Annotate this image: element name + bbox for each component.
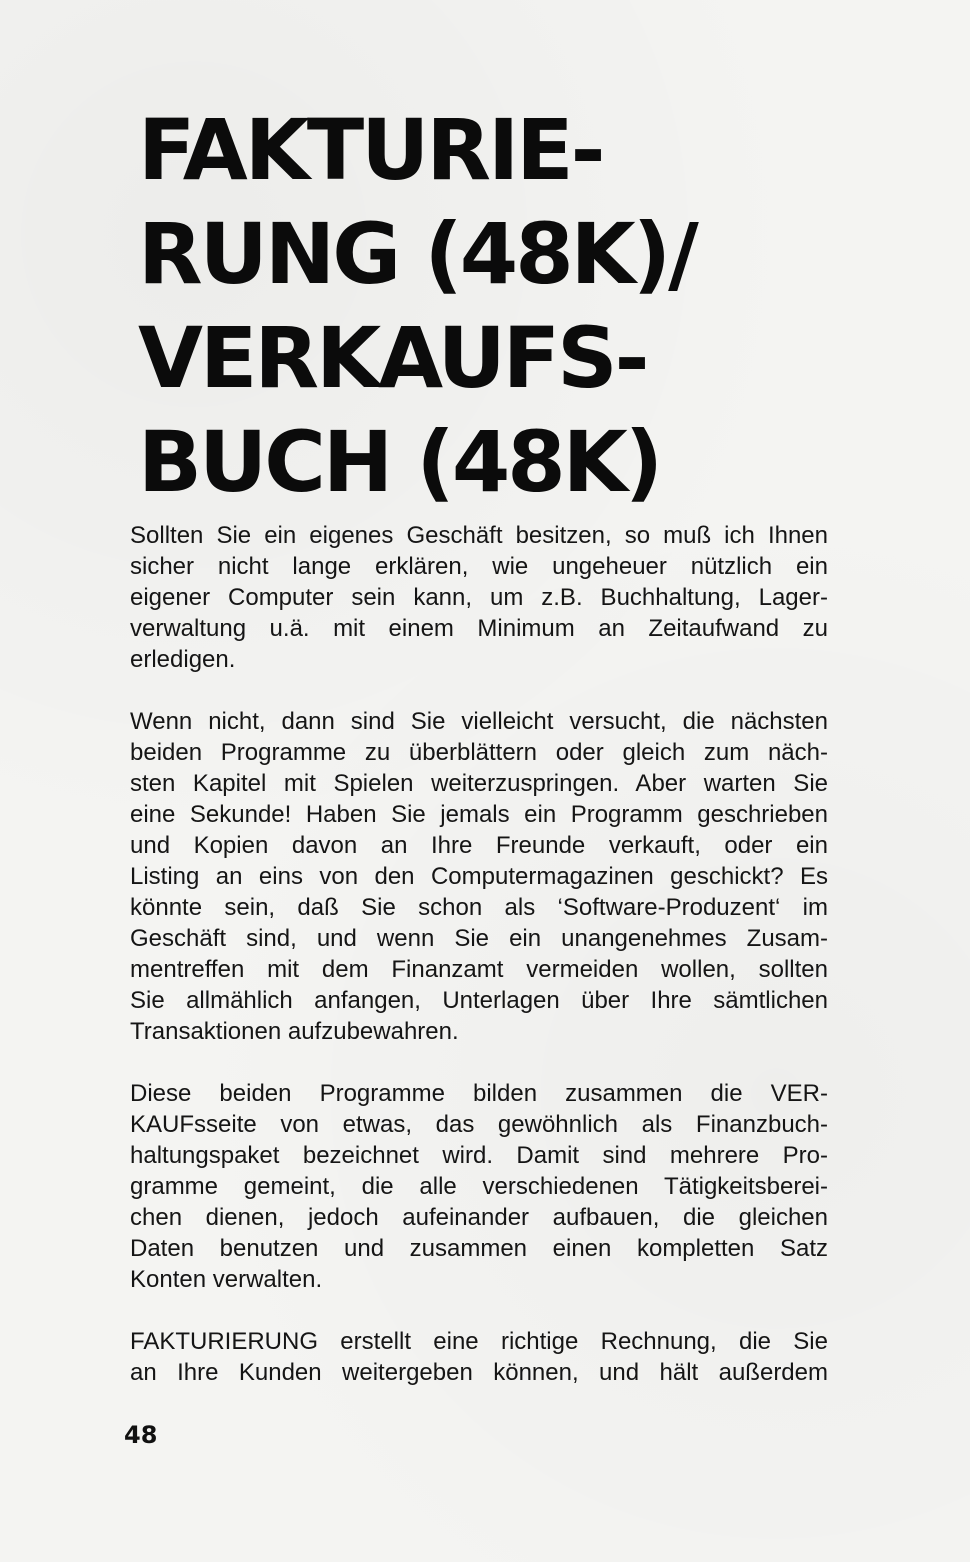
paragraph-fakturierung [130,1326,828,1388]
text-line: sicher nicht lange erklären, wie ungeheuer nützlich ein [130,553,828,580]
text-line: sten Kapitel mit Spielen weiterzuspringen. Aber warten Sie [130,770,828,797]
paragraph-package [130,1078,828,1295]
chapter-title-line: FAKTURIE- [138,101,603,199]
chapter-title-line: RUNG (48K)/ [138,205,696,303]
text-line: Sollten Sie ein eigenes Geschäft besitzen, so muß ich Ihnen [130,522,828,549]
text-line: chen dienen, jedoch aufeinander aufbauen, die gleichen [130,1204,828,1231]
text-line: beiden Programme zu überblättern oder gleich zum näch- [130,739,828,766]
text-line: verwaltung u.ä. mit einem Minimum an Zeitaufwand zu [130,615,828,642]
text-line: Listing an eins von den Computermagazinen geschickt? Es [130,863,828,890]
text-line: Sie allmählich anfangen, Unterlagen über Ihre sämtlichen [130,987,828,1014]
text-line: könnte sein, daß Sie schon als ‘Software-Produzent‘ im [130,894,828,921]
body-text [130,520,828,1419]
text-line: mentreffen mit dem Finanzamt vermeiden wollen, sollten [130,956,828,983]
text-line: eine Sekunde! Haben Sie jemals ein Programm geschrieben [130,801,828,828]
text-line: Konten verwalten. [130,1266,323,1293]
text-line: Geschäft sind, und wenn Sie ein unangenehmes Zusam- [130,925,828,952]
chapter-title-line: VERKAUFS- [138,309,647,407]
paragraph-intro [130,520,828,675]
text-line: Daten benutzen und zusammen einen kompletten Satz [130,1235,828,1262]
text-line: an Ihre Kunden weitergeben können, und hält außerdem [130,1359,828,1386]
text-line: erledigen. [130,646,236,673]
page-number: 48 [124,1421,158,1449]
chapter-title [138,98,838,514]
text-line: Diese beiden Programme bilden zusammen die VER- [130,1080,828,1107]
text-line: eigener Computer sein kann, um z.B. Buchhaltung, Lager- [130,584,828,611]
text-line: Wenn nicht, dann sind Sie vielleicht versucht, die nächsten [130,708,828,735]
text-line: KAUFsseite von etwas, das gewöhnlich als Finanzbuch- [130,1111,828,1138]
text-line: Transaktionen aufzubewahren. [130,1018,459,1045]
chapter-title-line: BUCH (48K) [138,413,661,511]
text-line: haltungspaket bezeichnet wird. Damit sind mehrere Pro- [130,1142,828,1169]
text-line: FAKTURIERUNG erstellt eine richtige Rechnung, die Sie [130,1328,828,1355]
paragraph-software-producer [130,706,828,1047]
text-line: und Kopien davon an Ihre Freunde verkauft, oder ein [130,832,828,859]
text-line: gramme gemeint, die alle verschiedenen Tätigkeitsberei- [130,1173,828,1200]
